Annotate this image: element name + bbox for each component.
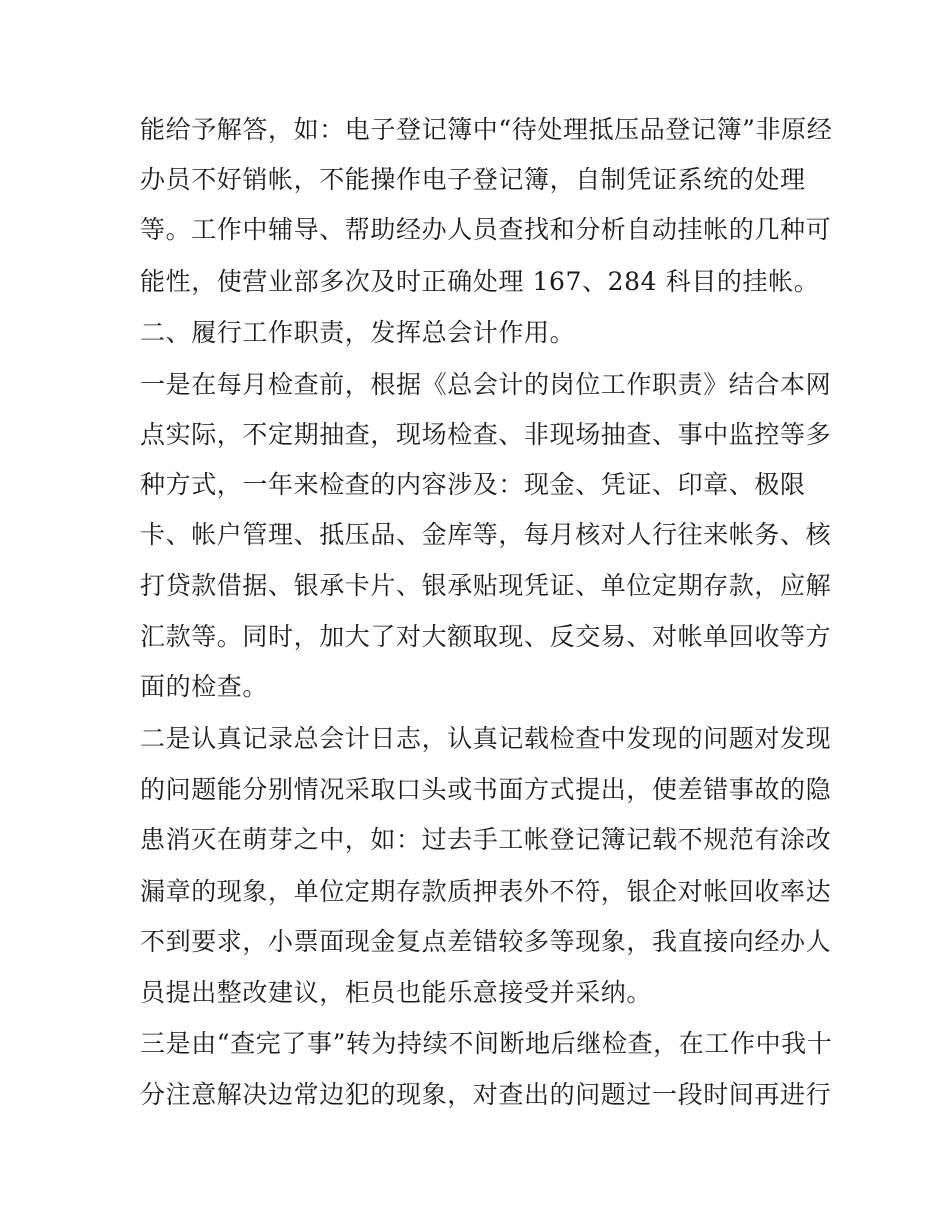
text-line: 能给予解答，如：电子登记簿中“待处理抵压品登记簿”非原经 <box>140 115 833 144</box>
text-line: 二是认真记录总会计日志，认真记载检查中发现的问题对发现 <box>140 724 832 753</box>
text-line: 卡、帐户管理、抵压品、金库等，每月核对人行往来帐务、核 <box>140 520 832 549</box>
text-line: 汇款等。同时，加大了对大额取现、反交易、对帐单回收等方 <box>140 622 832 651</box>
text-line: 面的检查。 <box>140 672 269 701</box>
text-line: 点实际，不定期抽查，现场检查、非现场抽查、事中监控等多 <box>140 420 832 449</box>
text-line: 的问题能分别情况采取口头或书面方式提出，使差错事故的隐 <box>140 775 832 804</box>
text-line: 一是在每月检查前，根据《总会计的岗位工作职责》结合本网 <box>140 370 832 399</box>
text-line: 种方式，一年来检查的内容涉及：现金、凭证、印章、极限 <box>140 470 806 499</box>
section-heading: 二、履行工作职责，发挥总会计作用。 <box>140 318 576 347</box>
text-line: 漏章的现象，单位定期存款质押表外不符，银企对帐回收率达 <box>140 877 832 906</box>
text-line: 不到要求，小票面现金复点差错较多等现象，我直接向经办人 <box>140 927 832 956</box>
text-line: 患消灭在萌芽之中，如：过去手工帐登记簿记载不规范有涂改 <box>140 825 832 854</box>
text-line: 打贷款借据、银承卡片、银承贴现凭证、单位定期存款，应解 <box>140 571 832 600</box>
text-line: 分注意解决边常边犯的现象，对查出的问题过一段时间再进行 <box>140 1080 832 1109</box>
text-line: 三是由“查完了事”转为持续不间断地后继检查，在工作中我十 <box>140 1029 833 1058</box>
text-line: 能性，使营业部多次及时正确处理 167、284 科目的挂帐。 <box>140 267 820 296</box>
text-line: 等。工作中辅导、帮助经办人员查找和分析自动挂帐的几种可 <box>140 215 832 244</box>
text-line: 员提出整改建议，柜员也能乐意接受并采纳。 <box>140 978 653 1007</box>
text-line: 办员不好销帐，不能操作电子登记簿，自制凭证系统的处理 <box>140 165 806 194</box>
